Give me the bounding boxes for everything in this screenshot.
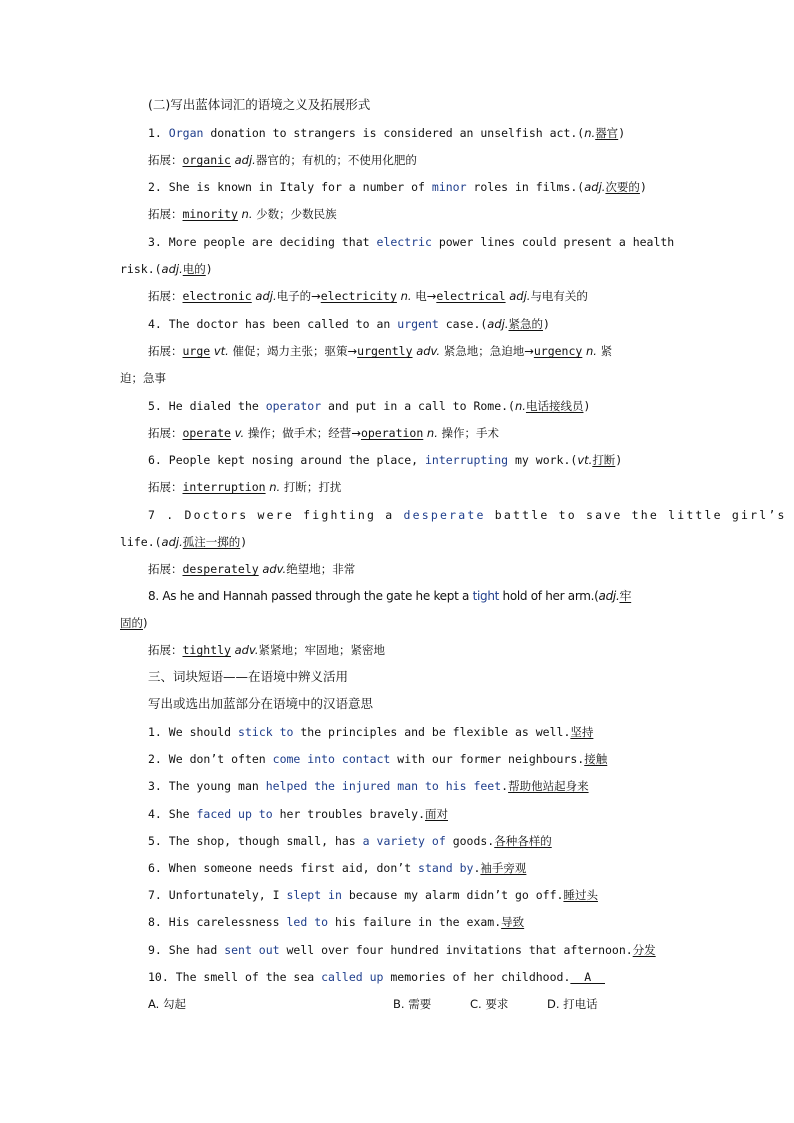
phrase-item-5 [148,833,552,849]
ext-word: operation [360,426,424,440]
target-word: Organ [168,126,204,140]
sec2-ext-2 [148,206,337,222]
sentence-text: He dialed the [168,399,266,413]
sentence-text: well over four hundred invitations that afternoon. [279,943,633,957]
arrow-icon: → [311,289,321,303]
phrase-item-4 [148,806,448,822]
target-phrase: helped the injured man to his feet [265,779,502,793]
ext-label: 拓展： [148,153,183,167]
item-number: 3. [148,235,162,249]
sentence-text: battle to save the little girl’s [485,508,787,522]
arrow-icon: → [351,426,361,440]
item-number: 1. [148,126,162,140]
ext-pos: adv. [234,643,259,657]
item-number: 4. [148,807,162,821]
sentence-text: When someone needs first aid, don’t [168,861,419,875]
item-number: 3. [148,779,162,793]
sentence-text: my work.( [508,453,578,467]
answer: 分发 [632,943,656,957]
sentence-text: People kept nosing around the place, [168,453,425,467]
sentence-text: because my alarm didn’t go off. [341,888,564,902]
part-of-speech: adj. [598,589,620,603]
ext-meaning: 催促；竭力主张；驱策 [232,344,348,358]
sec2-ext-6 [148,479,341,495]
sentence-text: . [501,779,509,793]
ext-word: electrical [436,289,506,303]
ext-meaning: 打断；打扰 [283,480,342,494]
sentence-text: hold of her arm.( [499,589,599,603]
target-phrase: sent out [224,943,280,957]
target-phrase: stand by [418,861,474,875]
sentence-text: donation to strangers is considered an unselfish act.( [203,126,585,140]
sentence-text: His carelessness [168,915,287,929]
target-word: interrupting [424,453,509,467]
sentence-text: She had [168,943,225,957]
arrow-icon: → [347,344,358,358]
target-phrase: stick to [238,725,294,739]
sec2-ext-4-cont: 迫；急事 [120,371,166,385]
answer: 袖手旁观 [480,861,527,875]
answer: 接触 [584,752,608,766]
ext-pos: n. [400,289,412,303]
item-number: 8. [148,589,159,603]
phrase-item-10 [148,969,605,985]
ext-label: 拓展： [148,289,183,303]
target-phrase: led to [286,915,329,929]
ext-word: electricity [320,289,397,303]
ext-meaning: 操作；手术 [441,426,500,440]
sentence-text: life.( [120,535,162,549]
ext-word: electronic [182,289,252,303]
target-phrase: come into contact [272,752,391,766]
part-of-speech: vt. [577,453,593,467]
sentence-text: She [168,807,197,821]
target-word: operator [265,399,322,413]
target-phrase: called up [321,970,384,984]
ext-meaning: 紧 [600,344,613,358]
sec2-item-5 [148,398,590,414]
part-of-speech: adj. [161,262,183,276]
sentence-text: and put in a call to Rome.( [321,399,515,413]
ext-label: 拓展： [148,480,183,494]
ext-meaning: 与电有关的 [530,289,588,303]
sec2-ext-8 [148,642,385,658]
option-d: D. 打电话 [547,997,598,1011]
sec2-ext-1 [148,152,417,168]
phrase-item-9 [148,942,656,958]
paren-close: ) [639,180,647,194]
sec2-item-3 [148,234,674,250]
ext-word: desperately [182,562,259,576]
ext-word: tightly [182,643,231,657]
phrase-item-6 [148,860,526,876]
sentence-text: We should [168,725,239,739]
ext-meaning: 绝望地；非常 [286,562,356,576]
item-number: 8. [148,915,162,929]
phrase-item-3 [148,778,589,794]
section-3-title: 三、词块短语——在语境中辨义活用 [148,669,349,684]
target-word: minor [431,180,467,194]
ext-pos: adv. [416,344,441,358]
section-3-instruction: 写出或选出加蓝部分在语境中的汉语意思 [148,696,374,711]
sentence-text: roles in films.( [466,180,585,194]
ext-pos: n. [426,426,438,440]
answer: 固的 [120,616,143,630]
answer: 紧急的 [508,317,543,331]
target-word: electric [376,235,432,249]
answer: 各种各样的 [494,834,552,848]
part-of-speech: n. [584,126,596,140]
ext-label: 拓展： [148,643,183,657]
item-number: 5. [148,399,162,413]
ext-meaning: 器官的；有机的；不使用化肥的 [255,153,417,167]
item-number: 6. [148,861,162,875]
ext-pos: vt. [213,344,229,358]
phrase-item-8 [148,914,524,930]
sec2-ext-5 [148,425,499,441]
answer: 睡过头 [563,888,598,902]
answer: 器官 [595,126,619,140]
item-number: 7 . [148,508,176,522]
ext-word: interruption [182,480,266,494]
item-number: 2. [148,752,162,766]
sentence-text: The shop, though small, has [168,834,363,848]
arrow-icon: → [524,344,534,358]
answer: 打断 [592,453,616,467]
ext-meaning: 紧急地；急迫地 [443,344,525,358]
sec2-item-8-cont [120,615,148,631]
phrase-item-2 [148,751,607,767]
target-word: tight [472,589,500,603]
ext-pos: adv. [262,562,287,576]
sec2-item-2 [148,179,647,195]
ext-label: 拓展： [148,344,183,358]
target-word: desperate [403,508,486,522]
ext-meaning: 电子的 [276,289,312,303]
sentence-text: her troubles bravely. [272,807,425,821]
option-b: B. 需要 [393,997,432,1011]
sentence-text: Doctors were fighting a [175,508,404,522]
ext-label: 拓展： [148,426,183,440]
option-c: C. 要求 [470,997,509,1011]
sentence-text: The doctor has been called to an [168,317,398,331]
ext-word: minority [182,207,238,221]
sec2-ext-3 [148,288,588,304]
part-of-speech: n. [515,399,526,413]
sentence-text: goods. [445,834,495,848]
sec2-item-7-cont [120,534,247,550]
part-of-speech: adj. [584,180,606,194]
ext-label: 拓展： [148,562,183,576]
section-2-title: (二)写出蓝体词汇的语境之义及拓展形式 [148,97,371,112]
ext-meaning: 紧紧地；牢固地；紧密地 [258,643,385,657]
sentence-text: We don’t often [168,752,273,766]
item-number: 10. [148,970,169,984]
sentence-text: More people are deciding that [168,235,377,249]
part-of-speech: adj. [487,317,509,331]
ext-pos: adj. [509,289,531,303]
ext-pos: v. [234,426,245,440]
item-number: 5. [148,834,162,848]
target-phrase: slept in [286,888,342,902]
sentence-text: The smell of the sea [175,970,322,984]
answer: 导致 [501,915,525,929]
sentence-text: case.( [438,317,488,331]
sentence-text: with our former neighbours. [390,752,585,766]
ext-pos: n. [241,207,253,221]
option-a: A. 勾起 [148,997,186,1011]
ext-word: urgently [357,344,413,358]
paren-close: ) [615,453,623,467]
sec2-ext-7 [148,561,355,577]
ext-pos: adj. [255,289,277,303]
phrase-item-1 [148,724,593,740]
sentence-text: the principles and be flexible as well. [293,725,571,739]
arrow-icon: → [426,289,437,303]
answer-blank: A [570,970,605,984]
sentence-text: his failure in the exam. [328,915,502,929]
target-phrase: faced up to [196,807,273,821]
answer: 电话接线员 [525,399,584,413]
answer: 牢 [619,589,632,603]
sentence-text: Unfortunately, I [168,888,287,902]
item-number: 2. [148,180,162,194]
answer: 坚持 [570,725,594,739]
ext-label: 拓展： [148,207,183,221]
answer: 次要的 [605,180,640,194]
sentence-text: She is known in Italy for a number of [168,180,432,194]
sentence-text: The young man [168,779,266,793]
ext-word: urge [182,344,211,358]
ext-word: operate [182,426,231,440]
item-number: 4. [148,317,162,331]
ext-pos: adj. [234,153,256,167]
answer: 孤注一掷的 [182,535,241,549]
ext-meaning: 电 [415,289,427,303]
ext-meaning: 少数；少数民族 [256,207,337,221]
item-number: 9. [148,943,162,957]
sec2-item-4 [148,316,550,332]
answer: 面对 [425,807,448,821]
sentence-text: risk.( [120,262,162,276]
ext-pos: n. [585,344,597,358]
sentence-text: power lines could present a health [431,235,675,249]
ext-pos: n. [269,480,281,494]
part-of-speech: adj. [161,535,183,549]
ext-meaning: 操作；做手术；经营 [247,426,352,440]
sentence-text: memories of her childhood. [383,970,571,984]
sentence-text: As he and Hannah passed through the gate he kept a [162,589,473,603]
ext-word: organic [182,153,231,167]
phrase-item-7 [148,887,598,903]
paren-close: ) [618,126,626,140]
sec2-item-3-cont [120,261,213,277]
target-word: urgent [397,317,439,331]
paren-close: ) [143,616,148,630]
paren-close: ) [583,399,591,413]
answer: 电的 [182,262,206,276]
target-phrase: a variety of [362,834,446,848]
sec2-item-8 [148,588,631,604]
item-number: 7. [148,888,162,902]
paren-close: ) [205,262,213,276]
item-number: 6. [148,453,162,467]
paren-close: ) [240,535,248,549]
answer: 帮助他站起身来 [508,779,589,793]
ext-word: urgency [533,344,583,358]
item-number: 1. [148,725,162,739]
paren-close: ) [543,317,550,331]
sec2-ext-4 [148,343,612,359]
sec2-item-7 [148,507,787,523]
sec2-item-1 [148,125,625,141]
sentence-text: . [473,861,481,875]
sec2-item-6 [148,452,622,468]
